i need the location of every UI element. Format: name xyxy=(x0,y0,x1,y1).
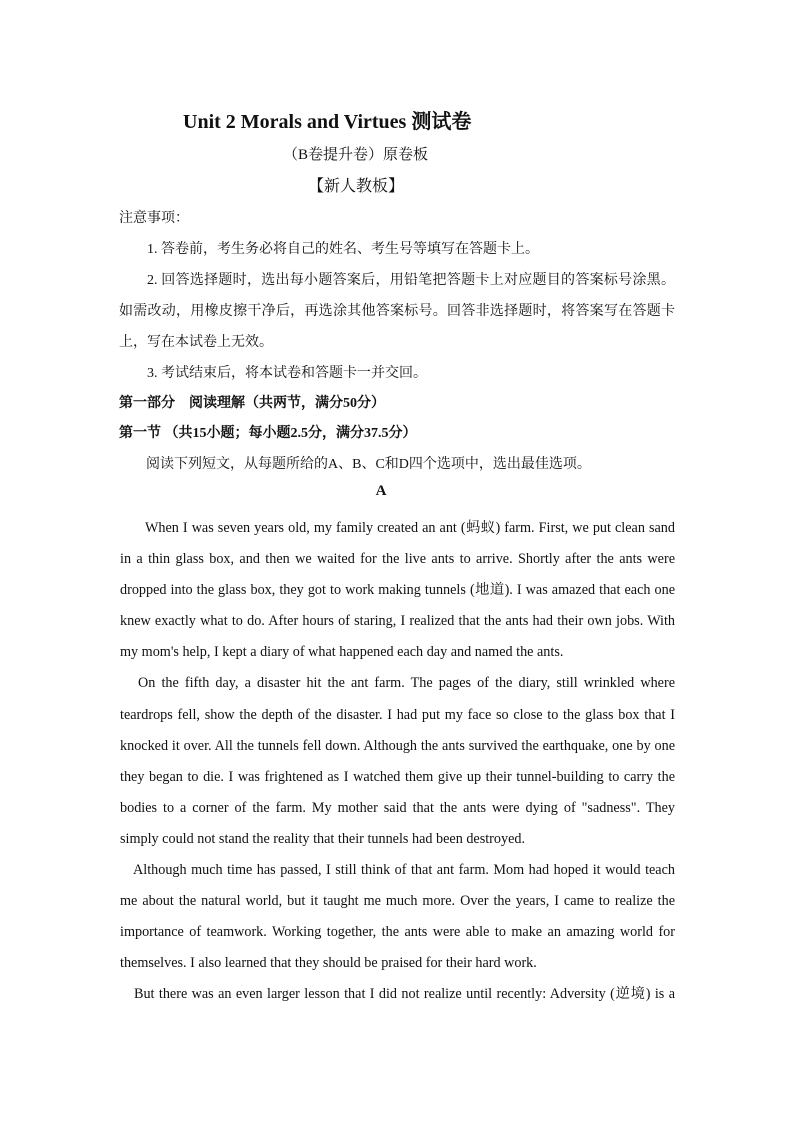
exam-subtitle: （B卷提升卷）原卷板 xyxy=(283,147,429,163)
exam-notes xyxy=(119,204,675,389)
passage-paragraph-4: But there was an even larger lesson that I did not realize until recently: Adversity (逆境) is a xyxy=(134,986,675,1003)
notes-item-3: 3. 考试结束后，将本试卷和答题卡一并交回。 xyxy=(147,366,427,381)
exam-title: Unit 2 Morals and Virtues 测试卷 xyxy=(183,111,472,133)
passage-paragraph-1: When I was seven years old, my family created an ant (蚂蚁) farm. First, we put clean sand in a thin glass box, and then we waited for the live ants to arrive. Shortly after the ants were dropped into the glass box, they got to work making tunnels (地道). I was amazed that each one knew exactly what to do. After hours of staring, I realized that the ants had their own jobs. With my mom's help, I kept a diary of what happened each day and named the ants. xyxy=(120,520,675,661)
passage-label: A xyxy=(375,483,387,499)
part-one-heading: 第一部分 阅读理解（共两节，满分50分） xyxy=(119,396,385,411)
notes-item-1: 1. 答卷前，考生务必将自己的姓名、考生号等填写在答题卡上。 xyxy=(147,242,539,257)
section-headings xyxy=(119,389,675,449)
section-one-heading: 第一节 （共15小题；每小题2.5分，满分37.5分） xyxy=(119,426,417,441)
passage-paragraph-3: Although much time has passed, I still think of that ant farm. Mom had hoped it would teach me about the natural world, but it taught me much more. Over the years, I came to realize the importance of teamwork. Working together, the ants were able to make an amazing world for themselves. I also learned that they should be praised for their hard work. xyxy=(120,862,675,972)
edition-label: 【新人教板】 xyxy=(308,178,405,195)
passage-paragraph-2: On the fifth day, a disaster hit the ant farm. The pages of the diary, still wrinkled where teardrops fell, show the depth of the disaster. I had put my face so close to the glass box that I knocked it over. All the tunnels fell down. Although the ants survived the earthquake, one by one they began to die. I was frightened as I watched them give up their tunnel-building to carry the bodies to a corner of the farm. My mother said that the ants were dying of "sadness". They simply could not stand the reality that their tunnels had been destroyed. xyxy=(120,675,675,847)
passage-text xyxy=(120,513,675,1011)
notes-heading: 注意事项： xyxy=(119,211,189,226)
notes-item-2: 2. 回答选择题时，选出每小题答案后，用铅笔把答题卡上对应题目的答案标号涂黑。如需改动，用橡皮擦干净后，再选涂其他答案标号。回答非选择题时，将答案写在答题卡上，写在本试卷上无效。 xyxy=(119,273,675,350)
reading-instruction: 阅读下列短文，从每题所给的A、B、C和D四个选项中，选出最佳选项。 xyxy=(146,457,591,472)
